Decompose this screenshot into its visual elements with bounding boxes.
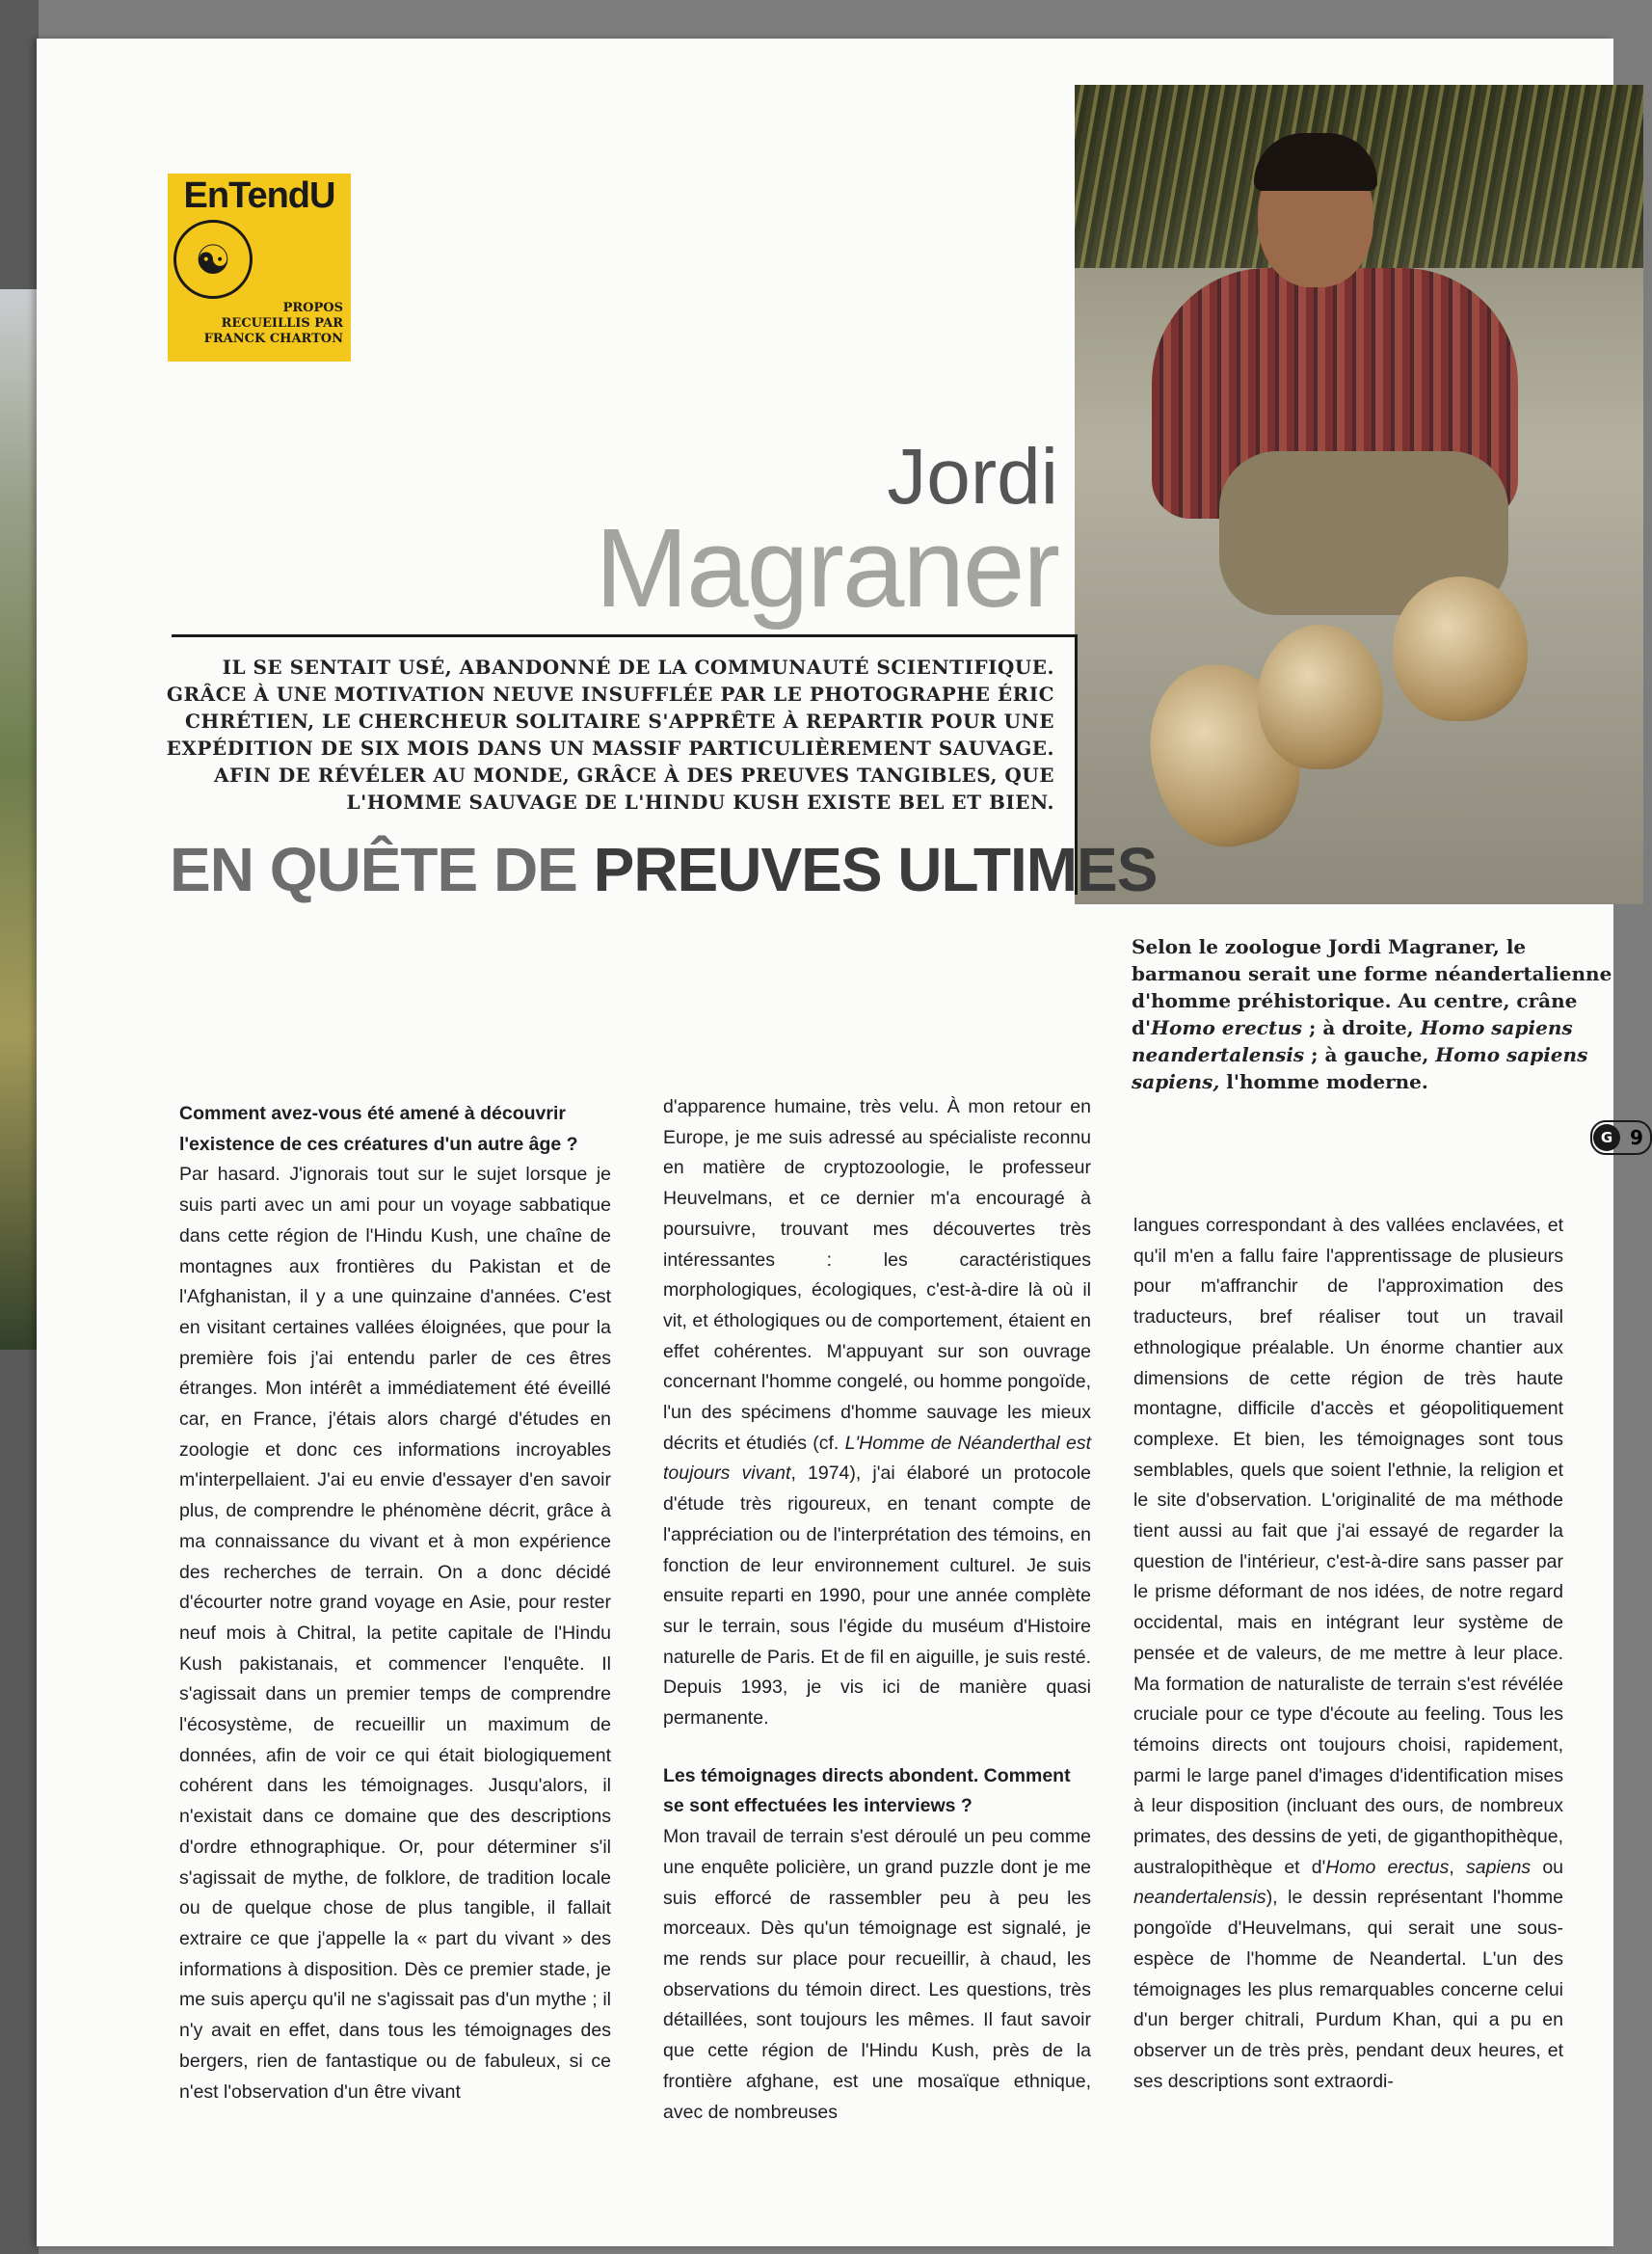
portrait-photo-with-skulls [1075, 85, 1643, 904]
interview-question: Les témoignages directs abondent. Comment se sont effectuées les interviews ? [663, 1764, 1071, 1817]
logo-title: EnTendU [183, 175, 335, 216]
interview-answer: langues correspondant à des vallées enclavées, et qu'il m'en a fallu faire l'apprentissage de plusieurs pour m'affranchir de l'approximation des traducteurs, bref réaliser tout un travail ethnologique préalable. Un énorme chantier aux dimensions de cette région de très haute montagne, difficile d'accès et géopolitiquement complexe. Et bien, les témoignages sont tous semblables, quels que soient l'ethnie, la religion et le site d'observation. L'originalité de ma méthode tient aussi au fait que j'ai essayé de regarder la question de l'intérieur, c'est-à-dire sans passer par le prisme déformant de nos idées, de notre regard occidental, mais en intégrant leur système de pensée et de valeurs, de me mettre à leur place. Ma formation de naturaliste de terrain s'est révélée cruciale pour ce type d'écoute au feeling. Tous les témoins directs ont toujours choisi, rapidement, parmi le large panel d'images d'identification mises à leur disposition (incluant des ours, de nombreux primates, des dessins de yeti, de giganthopithèque, australopithèque et d'Homo erectus, sapiens ou neandertalensis), le dessin représentant l'homme pongoïde d'Heuvelmans, qui serait une sous-espèce de l'homme de Neandertal. L'un des témoignages les plus remarquables concerne celui d'un berger chitrali, Purdum Khan, qui a pu en observer un de très près, pendant deux heures, et ses descriptions sont extraordi- [1133, 1215, 1564, 2092]
ear-emblem-icon: ☯ [173, 220, 253, 299]
magazine-page [37, 39, 1643, 2246]
header-rule-horizontal [172, 634, 1078, 637]
photo-caption: Selon le zoologue Jordi Magraner, le barmanou serait une forme néandertalienne d'homme préhistorique. Au centre, crâne d'Homo erectus ; à droite, Homo sapiens neandertalensis ; à gauche, Homo sapiens sapiens, l'homme moderne. [1132, 935, 1612, 1093]
interview-answer: Par hasard. J'ignorais tout sur le sujet lorsque je suis parti avec un ami pour un voyage sabbatique dans cette région de l'Hindu Kush, une chaîne de montagnes aux frontières du Pakistan et de l'Afghanistan, il y a une quinzaine d'années. C'est en visitant certaines vallées éloignées, que pour la première fois j'ai entendu parler de ces êtres étranges. Mon intérêt a immédiatement été éveillé car, en France, j'étais alors chargé d'études en zoologie et donc ces informations incroyables m'interpellaient. J'ai eu envie d'essayer d'en savoir plus, de comprendre le phénomène décrit, grâce à ma connaissance du vivant et à mon expérience des recherches de terrain. On a donc décidé d'écourter notre grand voyage en Asie, pour rester neuf mois à Chitral, la petite capitale de l'Hindu Kush pakistanais, et commencer l'enquête. Il s'agissait dans un premier temps de comprendre l'écosystème, de recueillir un maximum de données, afin de voir ce qui était biologiquement cohérent dans les témoignages. Jusqu'alors, il n'existait dans ce domaine que des descriptions d'ordre ethnographique. Or, pour déterminer s'il s'agissait de mythe, de folklore, de tradition locale ou de quelque chose de plus tangible, il fallait extraire ce que j'appelle la « part du vivant » des informations à disposition. Dès ce premier stade, je me suis aperçu qu'il ne s'agissait pas d'un mythe ; il n'y avait en effet, dans tous les témoignages des bergers, rien de fantastique ou de fabuleux, si ce n'est l'observation d'un être vivant [179, 1164, 611, 2103]
magazine-brand-icon: G [1593, 1124, 1620, 1151]
intro-chapeau: IL SE SENTAIT USÉ, ABANDONNÉ DE LA COMMUNAUTÉ SCIENTIFIQUE. GRÂCE À UNE MOTIVATION NEUVE INSUFFLÉE PAR LE PHOTOGRAPHE ÉRIC CHRÉTIEN, LE CHERCHEUR SOLITAIRE S'APPRÊTE À REPARTIR POUR UNE EXPÉDITION DE SIX MOIS DANS UN MASSIF PARTICULIÈREMENT SAUVAGE. AFIN DE RÉVÉLER AU MONDE, GRÂCE À DES PREUVES TANGIBLES, QUE L'HOMME SAUVAGE DE L'HINDU KUSH EXISTE BEL ET BIEN. [166, 656, 1054, 814]
skull-homo-neandertalensis [1393, 577, 1528, 721]
skull-homo-erectus [1258, 625, 1383, 769]
subject-last-name: Magraner [595, 505, 1058, 631]
subject-first-name: Jordi [887, 433, 1058, 521]
interview-answer: Mon travail de terrain s'est déroulé un peu comme une enquête policière, un grand puzzle dont je me suis efforcé de rassembler peu à peu les morceaux. Dès qu'un témoignage est signalé, je me rends sur place pour recueillir, à chaud, les observations du témoin direct. Les questions, très détaillées, sont toujours les mêmes. Il faut savoir que cette région de l'Hindu Kush, près de la frontière afghane, est une mosaïque ethnique, avec de nombreuses [663, 1826, 1091, 2123]
interview-answer: d'apparence humaine, très velu. À mon retour en Europe, je me suis adressé au spécialiste reconnu en matière de cryptozoologie, le professeur Heuvelmans, et ce dernier m'a encouragé à poursuivre, trouvant mes découvertes très intéressantes : les caractéristiques morphologiques, écologiques, c'est-à-dire là où il vit, et éthologiques ou de comportement, étaient en effet cohérentes. M'appuyant sur son ouvrage concernant l'homme congelé, ou homme pongoïde, l'un des spécimens d'homme sauvage les mieux décrits et étudiés (cf. L'Homme de Néanderthal est toujours vivant, 1974), j'ai élaboré un protocole d'étude très rigoureux, en tenant compte de l'appréciation ou de l'interprétation des témoins, en fonction de leur environnement culturel. Je suis ensuite reparti en 1990, pour une année complète sur le terrain, sous l'égide du muséum d'Histoire naturelle de Paris. Et de fil en aiguille, je suis resté. Depuis 1993, je vis ici de manière quasi permanente. [663, 1096, 1092, 1730]
interview-credit: PROPOS RECUEILLIS PAR FRANCK CHARTON [203, 301, 343, 346]
interview-question: Comment avez-vous été amené à découvrir l'existence de ces créatures d'un autre âge ? [179, 1103, 578, 1155]
text-column-3 [1133, 1211, 1563, 2097]
entendu-logo [168, 174, 351, 362]
text-column-2 [663, 1092, 1091, 2128]
article-headline: EN QUÊTE DE PREUVES ULTIMES [170, 835, 1158, 904]
adjacent-page-photo [0, 289, 39, 1350]
page-number-badge [1590, 1120, 1652, 1155]
page-number: 9 [1630, 1126, 1643, 1149]
text-column-1 [179, 1099, 611, 2107]
